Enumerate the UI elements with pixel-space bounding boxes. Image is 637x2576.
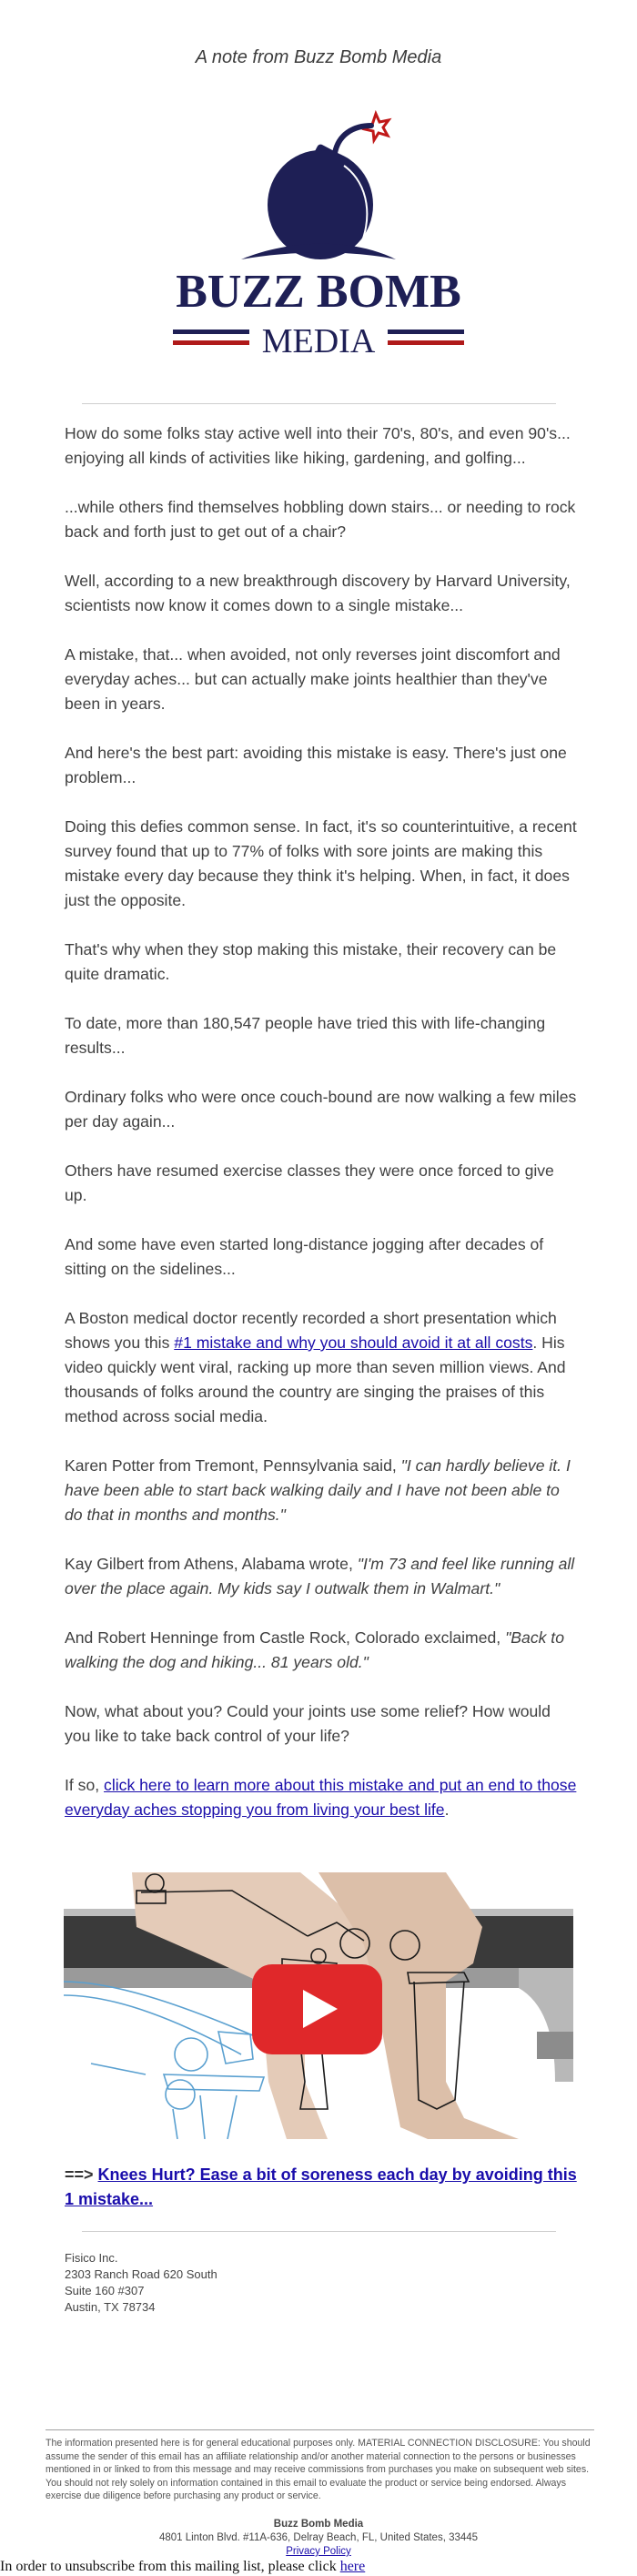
cta-headline — [65, 2163, 579, 2212]
address-line: Fisico Inc. — [65, 2251, 118, 2265]
disclaimer-divider — [46, 2429, 594, 2430]
testimonial — [65, 1626, 579, 1675]
doctor-paragraph — [65, 1306, 579, 1429]
bomb-logo-icon — [164, 102, 473, 375]
testimonial-attribution: And Robert Henninge from Castle Rock, Colorado exclaimed, — [65, 1628, 506, 1647]
footer-address: 4801 Linton Blvd. #11A-636, Delray Beach, FL, United States, 33445 — [158, 2532, 479, 2543]
knees-hurt-link[interactable]: Knees Hurt? Ease a bit of soreness each day by avoiding this 1 mistake... — [65, 2165, 577, 2208]
paragraph: Well, according to a new breakthrough discovery by Harvard University, scientists now know it comes down to a single mistake... — [65, 572, 571, 614]
testimonial-attribution: Kay Gilbert from Athens, Alabama wrote, — [65, 1555, 358, 1573]
brand-logo — [164, 102, 473, 375]
footer-divider — [82, 2231, 556, 2232]
paragraph: Others have resumed exercise classes they were once forced to give up. — [65, 1161, 554, 1204]
footer-info — [0, 2518, 637, 2559]
learn-more-link[interactable]: click here to learn more about this mistake and put an end to those everyday aches stopping you from living your best life — [65, 1776, 577, 1819]
youtube-play-icon[interactable] — [252, 1964, 382, 2054]
address-line: Austin, TX 78734 — [65, 2300, 156, 2314]
disclaimer-text: The information presented here is for general educational purposes only. MATERIAL CONNECTION DISCLOSURE: You should assume the sender of this email has an affiliate relationship and/or another material connection to the persons or businesses mentioned in or linked to from this message and may receive commissions from purchases you make on subsequent web sites. You should not rely solely on information contained in this email to evaluate the product or service being endorsed. Always exercise due diligence before purchasing any product or service. — [46, 2438, 591, 2501]
doctor-text-before: A Boston medical doctor recently recorded a short presentation which shows you this — [65, 1309, 557, 1352]
paragraph: A mistake, that... when avoided, not only reverses joint discomfort and everyday aches... but can actually make joints healthier than they've been in years. — [65, 645, 561, 713]
paragraph: And here's the best part: avoiding this mistake is easy. There's just one problem... — [65, 744, 567, 786]
question-paragraph: Now, what about you? Could your joints use some relief? How would you like to take back control of your life? — [65, 1702, 551, 1745]
address-line: Suite 160 #307 — [65, 2284, 145, 2297]
unsubscribe-text: In order to unsubscribe from this mailing list, please click — [0, 2559, 340, 2574]
privacy-policy-link[interactable]: Privacy Policy — [286, 2546, 351, 2557]
paragraph: And some have even started long-distance jogging after decades of sitting on the sidelines... — [65, 1235, 544, 1278]
email-body — [65, 421, 579, 1847]
play-triangle-icon — [303, 1990, 338, 2028]
mistake-video-link[interactable]: #1 mistake and why you should avoid it at all costs — [174, 1334, 533, 1352]
sender-address — [65, 2250, 217, 2316]
testimonial — [65, 1552, 579, 1601]
video-thumbnail[interactable] — [64, 1872, 573, 2139]
cta-text-before: If so, — [65, 1776, 105, 1794]
testimonial-quote: "I'm 73 and feel like running all over the place again. My kids say I outwalk them in Walmart." — [65, 1555, 575, 1597]
paragraph: Doing this defies common sense. In fact, it's so counterintuitive, a recent survey found that up to 77% of folks with sore joints are making this mistake every day because they think it's helping. When, in fact, it does just the opposite. — [65, 817, 577, 909]
testimonial-quote: "I can hardly believe it. I have been able to start back walking daily and I have not been able to do that in months and months." — [65, 1456, 571, 1524]
logo-wordmark: BUZZ BOMB — [176, 266, 461, 318]
paragraph: How do some folks stay active well into their 70's, 80's, and even 90's... enjoying all kinds of activities like hiking, gardening, and golfing... — [65, 424, 571, 467]
arrow-text: ==> — [65, 2165, 98, 2184]
paragraph: Ordinary folks who were once couch-bound are now walking a few miles per day again... — [65, 1088, 577, 1131]
testimonial-quote: "Back to walking the dog and hiking... 81 years old." — [65, 1628, 564, 1671]
logo-subword: MEDIA — [261, 322, 376, 360]
paragraph: ...while others find themselves hobbling down stairs... or needing to rock back and forth just to get out of a chair? — [65, 498, 576, 541]
testimonial-attribution: Karen Potter from Tremont, Pennsylvania said, — [65, 1456, 401, 1475]
doctor-text-after: . His video quickly went viral, racking up more than seven million views. And thousands of folks around the country are singing the praises of this method across social media. — [65, 1334, 566, 1425]
unsubscribe-link[interactable]: here — [339, 2559, 366, 2574]
paragraph: To date, more than 180,547 people have tried this with life-changing results... — [65, 1014, 546, 1057]
paragraph: That's why when they stop making this mistake, their recovery can be quite dramatic. — [65, 940, 557, 983]
preheader-text: A note from Buzz Bomb Media — [195, 47, 442, 67]
address-line: 2303 Ranch Road 620 South — [65, 2267, 217, 2281]
testimonial — [65, 1454, 579, 1527]
unsubscribe-line — [0, 2558, 365, 2575]
footer-org-name: Buzz Bomb Media — [273, 2519, 364, 2530]
cta-text-after: . — [444, 1800, 450, 1819]
header-divider — [82, 403, 556, 404]
cta-paragraph — [65, 1773, 579, 1822]
